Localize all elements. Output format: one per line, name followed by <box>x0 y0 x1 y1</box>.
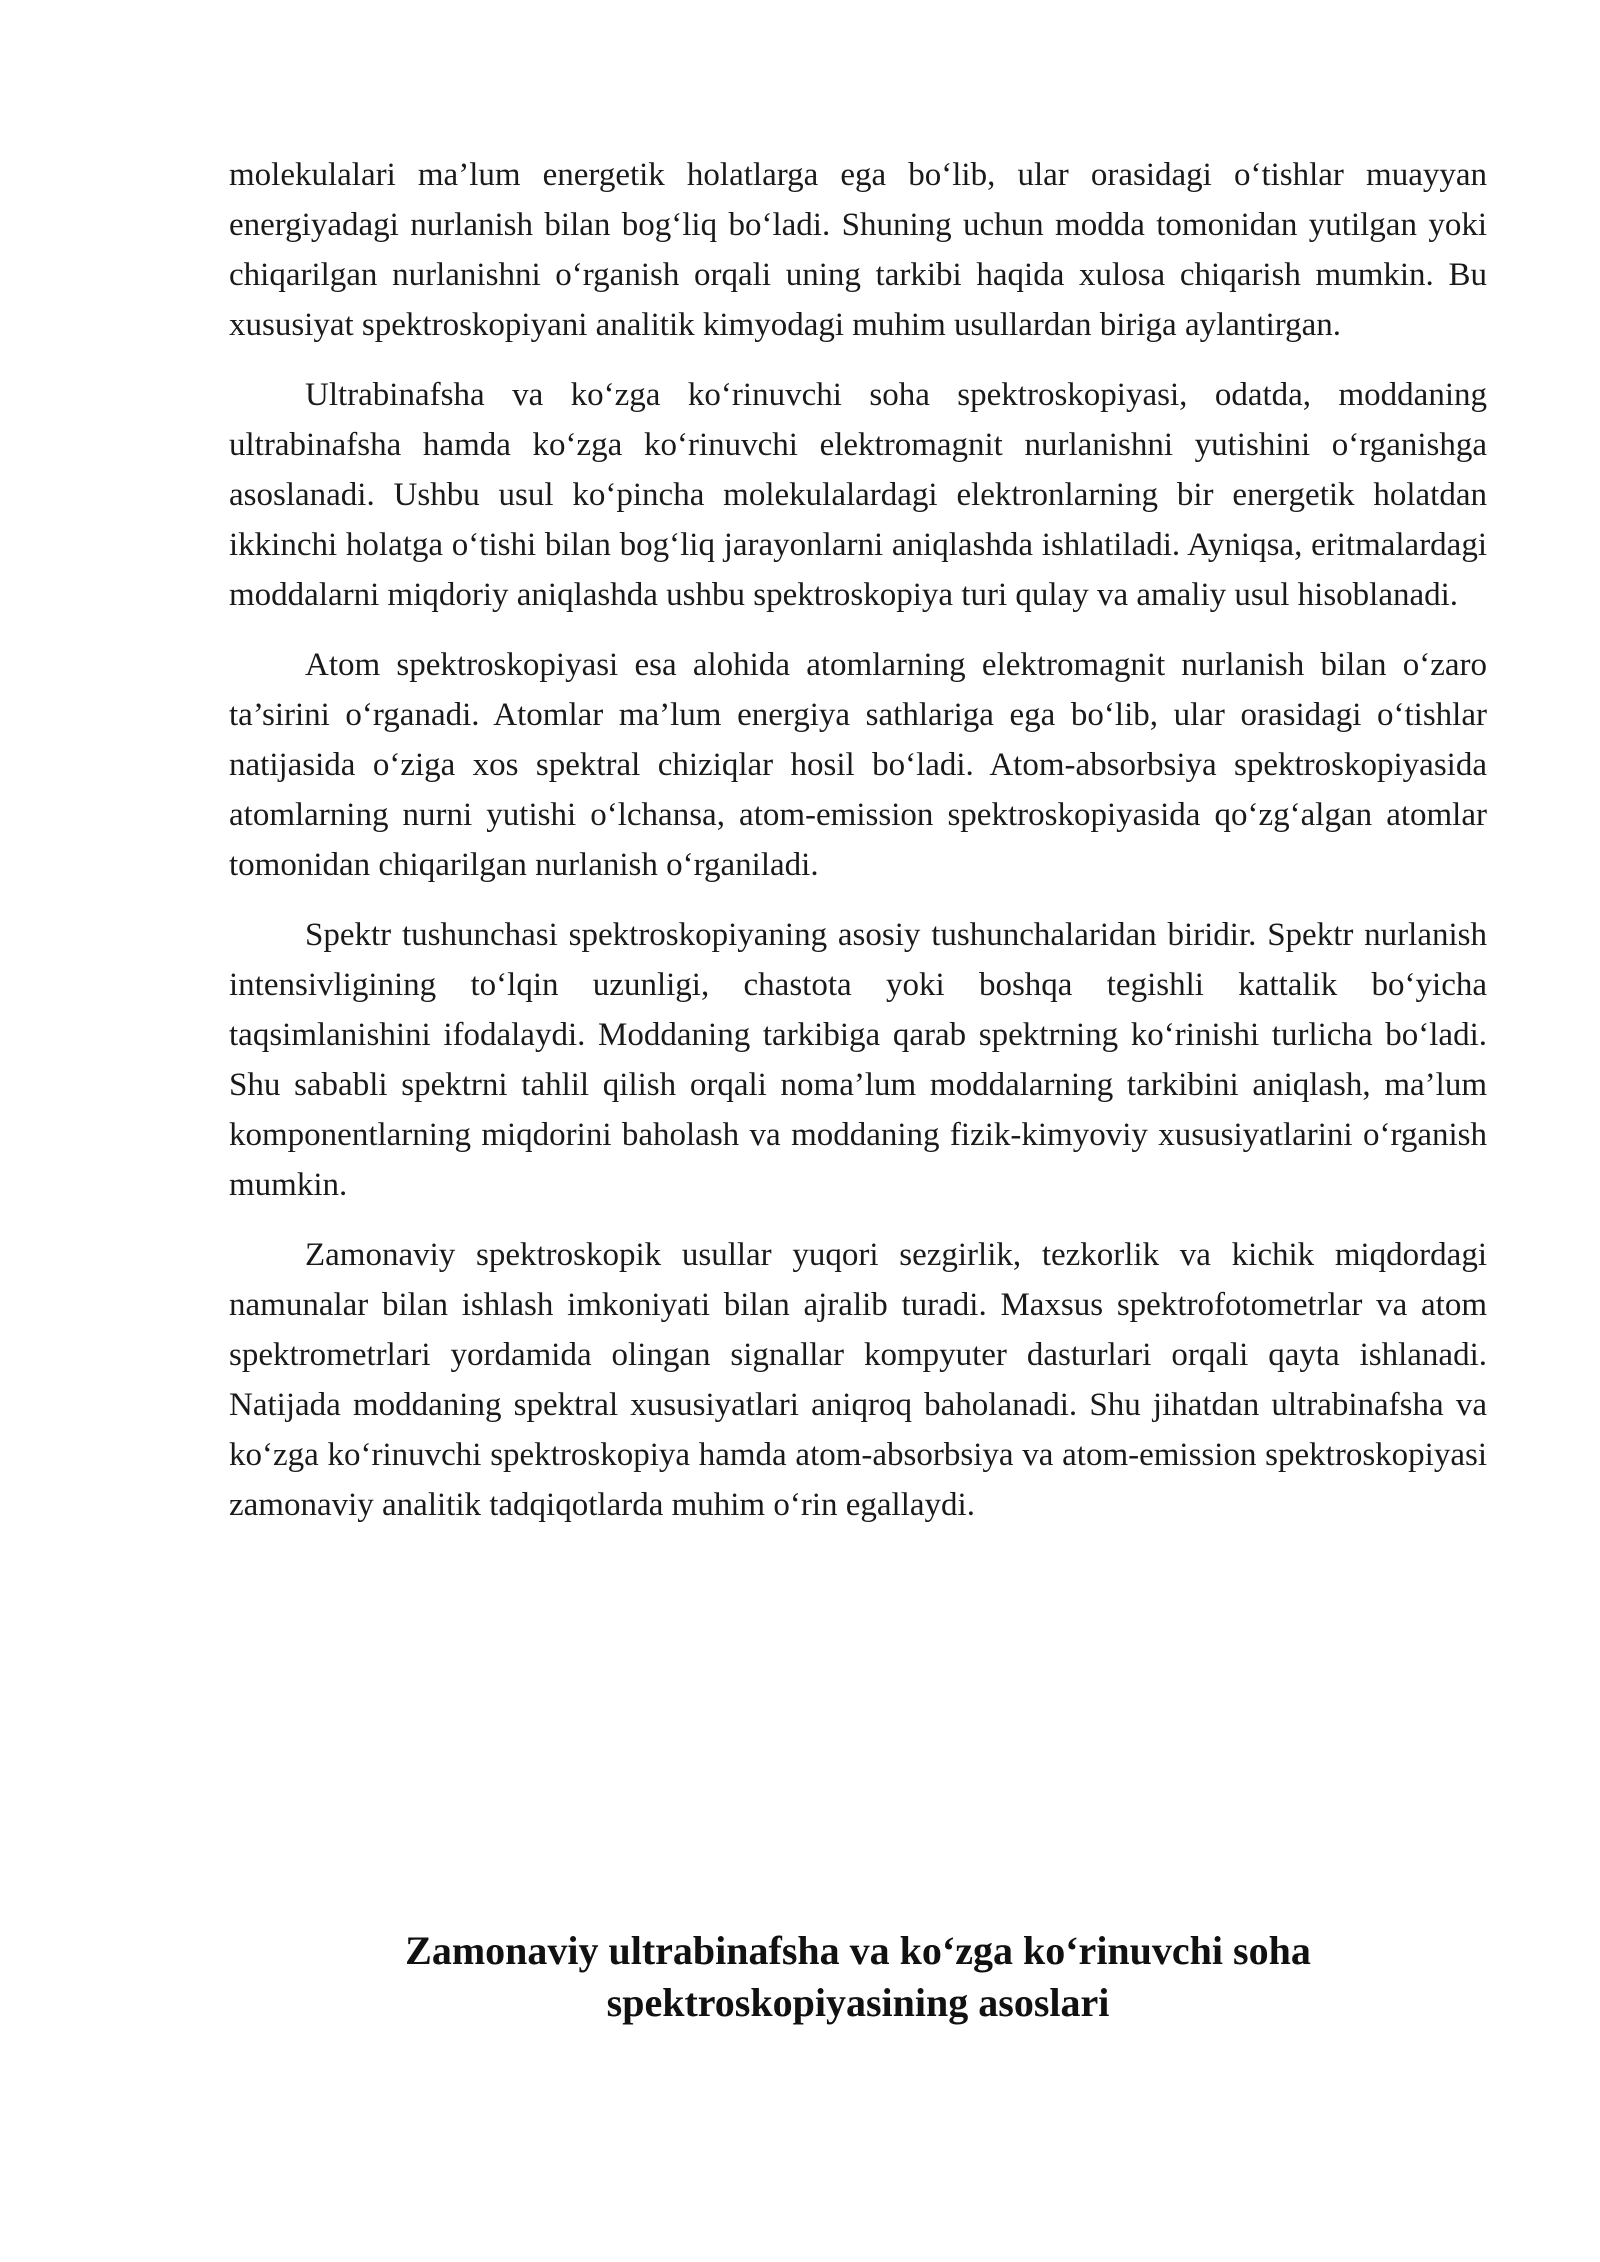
paragraph-4: Spektr tushunchasi spektroskopiyaning asosiy tushunchalaridan biridir. Spektr nurlanish intensivligining to‘lqin uzunligi, chastota yoki boshqa tegishli kattalik bo‘yicha taqsimlanishini ifodalaydi. Moddaning tarkibiga qarab spektrning ko‘rinishi turlicha bo‘ladi. Shu sababli spektrni tahlil qilish orqali noma’lum moddalarning tarkibini aniqlash, ma’lum komponentlarning miqdorini baholash va moddaning fizik-kimyoviy xususiyatlarini o‘rganish mumkin. <box>229 917 1487 1203</box>
section-heading <box>229 1925 1487 2029</box>
section-heading-line-1: Zamonaviy ultrabinafsha va ko‘zga ko‘rinuvchi soha <box>405 1928 1311 1973</box>
paragraph-3: Atom spektroskopiyasi esa alohida atomlarning elektromagnit nurlanish bilan o‘zaro ta’sirini o‘rganadi. Atomlar ma’lum energiya sathlariga ega bo‘lib, ular orasidagi o‘tishlar natijasida o‘ziga xos spektral chiziqlar hosil bo‘ladi. Atom-absorbsiya spektroskopiyasida atomlarning nurni yutishi o‘lchansa, atom-emission spektroskopiyasida qo‘zg‘algan atomlar tomonidan chiqarilgan nurlanish o‘rganiladi. <box>229 647 1487 883</box>
paragraph-1: molekulalari ma’lum energetik holatlarga ega bo‘lib, ular orasidagi o‘tishlar muayyan energiyadagi nurlanish bilan bog‘liq bo‘ladi. Shuning uchun modda tomonidan yutilgan yoki chiqarilgan nurlanishni o‘rganish orqali uning tarkibi haqida xulosa chiqarish mumkin. Bu xususiyat spektroskopiyani analitik kimyodagi muhim usullardan biriga aylantirgan. <box>229 157 1487 343</box>
body-text <box>229 150 1487 1550</box>
paragraph-5: Zamonaviy spektroskopik usullar yuqori sezgirlik, tezkorlik va kichik miqdordagi namunalar bilan ishlash imkoniyati bilan ajralib turadi. Maxsus spektrofotometrlar va atom spektrometrlari yordamida olingan signallar kompyuter dasturlari orqali qayta ishlanadi. Natijada moddaning spektral xususiyatlari aniqroq baholanadi. Shu jihatdan ultrabinafsha va ko‘zga ko‘rinuvchi spektroskopiya hamda atom-absorbsiya va atom-emission spektroskopiyasi zamonaviy analitik tadqiqotlarda muhim o‘rin egallaydi. <box>229 1237 1487 1523</box>
section-heading-line-2: spektroskopiyasining asoslari <box>606 1980 1110 2025</box>
paragraph-2: Ultrabinafsha va ko‘zga ko‘rinuvchi soha spektroskopiyasi, odatda, moddaning ultrabinafsha hamda ko‘zga ko‘rinuvchi elektromagnit nurlanishni yutishini o‘rganishga asoslanadi. Ushbu usul ko‘pincha molekulalardagi elektronlarning bir energetik holatdan ikkinchi holatga o‘tishi bilan bog‘liq jarayonlarni aniqlashda ishlatiladi. Ayniqsa, eritmalardagi moddalarni miqdoriy aniqlashda ushbu spektroskopiya turi qulay va amaliy usul hisoblanadi. <box>229 377 1487 613</box>
